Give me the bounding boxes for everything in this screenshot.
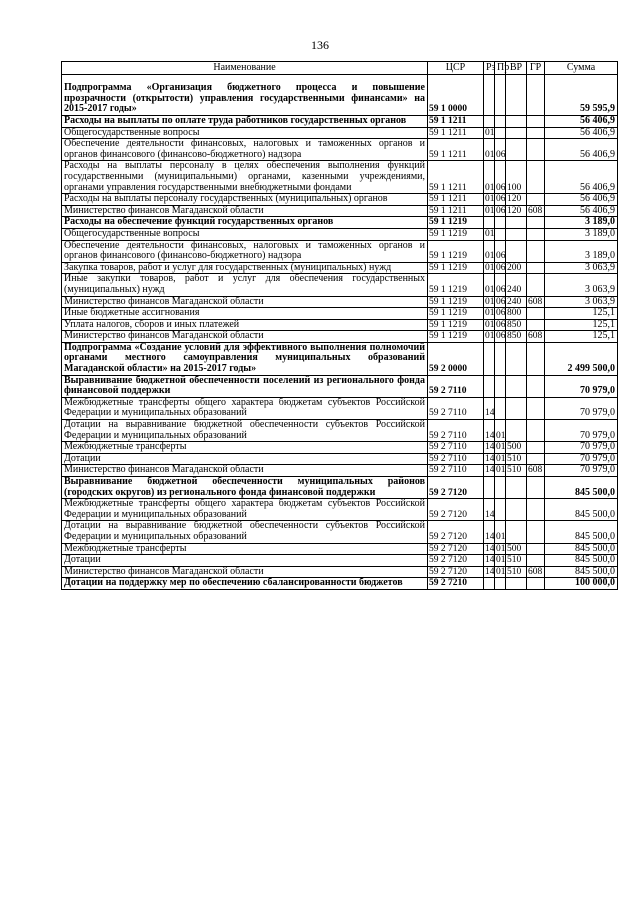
row-rz: 14 xyxy=(485,555,495,566)
row-sum: 70 979,0 xyxy=(545,453,618,465)
table-row xyxy=(62,477,618,499)
table-row xyxy=(62,296,618,308)
row-gr xyxy=(527,274,545,296)
row-vr xyxy=(506,420,527,442)
row-csr: 59 1 1219 xyxy=(428,274,484,296)
row-pr: 01 xyxy=(496,442,506,453)
row-pr: 01 xyxy=(495,521,506,543)
row-vr xyxy=(506,139,527,161)
row-csr: 59 2 7110 xyxy=(428,442,484,454)
row-name: Обеспечение деятельности финансовых, налоговых и таможенных органов и органов финансового (финансово-бюджетного) надзора xyxy=(62,240,428,262)
row-gr xyxy=(527,116,545,128)
table-row xyxy=(62,499,618,521)
row-rz xyxy=(484,342,495,375)
row-pr: 06 xyxy=(495,240,506,262)
row-vr xyxy=(506,228,527,240)
row-vr xyxy=(506,499,527,521)
row-sum: 56 406,9 xyxy=(545,127,618,139)
row-name: Межбюджетные трансферты xyxy=(62,543,428,555)
row-gr xyxy=(527,228,545,240)
row-pr: 06 xyxy=(495,139,506,161)
row-sum: 125,1 xyxy=(545,308,618,320)
row-sum: 125,1 xyxy=(545,319,618,331)
row-csr: 59 2 7110 xyxy=(428,397,484,419)
row-pr: 01 xyxy=(496,453,506,464)
row-sum: 70 979,0 xyxy=(545,420,618,442)
row-sum: 70 979,0 xyxy=(545,397,618,419)
row-vr: 240 xyxy=(506,296,527,308)
row-vr: 200 xyxy=(506,262,527,274)
row-name: Министерство финансов Магаданской области xyxy=(62,566,428,578)
row-gr xyxy=(527,453,545,465)
row-pr: 06 xyxy=(495,161,506,194)
row-csr: 59 2 7120 xyxy=(428,555,484,567)
row-pr xyxy=(495,75,506,116)
row-gr xyxy=(527,194,545,206)
row-sum: 3 189,0 xyxy=(545,217,618,229)
row-csr: 59 1 1211 xyxy=(428,127,484,139)
row-rz xyxy=(484,217,495,229)
row-gr xyxy=(527,319,545,331)
row-csr: 59 1 1219 xyxy=(428,308,484,320)
row-csr: 59 1 1219 xyxy=(428,217,484,229)
row-csr: 59 1 1219 xyxy=(428,331,484,343)
row-gr xyxy=(527,240,545,262)
row-pr: 06 xyxy=(496,331,506,342)
table-row xyxy=(62,521,618,543)
row-csr: 59 2 7110 xyxy=(428,465,484,477)
row-sum: 56 406,9 xyxy=(545,116,618,128)
row-rz: 01 xyxy=(485,262,495,273)
table-row xyxy=(62,75,618,116)
row-gr xyxy=(527,477,545,499)
row-vr xyxy=(506,127,527,139)
row-vr: 500 xyxy=(506,543,527,555)
row-vr xyxy=(506,342,527,375)
row-rz: 01 xyxy=(484,161,495,194)
row-gr: 608 xyxy=(527,566,545,578)
row-rz: 14 xyxy=(484,499,495,521)
header-gr: ГР xyxy=(527,62,545,75)
row-pr xyxy=(495,477,506,499)
table-row xyxy=(62,342,618,375)
row-csr: 59 1 1219 xyxy=(428,240,484,262)
row-csr: 59 2 7110 xyxy=(428,375,484,397)
row-pr xyxy=(495,342,506,375)
row-name: Общегосударственные вопросы xyxy=(62,127,428,139)
table-row xyxy=(62,194,618,206)
row-sum: 56 406,9 xyxy=(545,205,618,217)
row-vr: 500 xyxy=(506,442,527,454)
row-gr xyxy=(527,578,545,590)
row-gr xyxy=(527,127,545,139)
row-rz: 01 xyxy=(485,228,495,239)
row-gr xyxy=(527,420,545,442)
row-vr: 510 xyxy=(506,453,527,465)
table-row xyxy=(62,217,618,229)
row-csr: 59 1 1211 xyxy=(428,194,484,206)
row-sum: 845 500,0 xyxy=(545,477,618,499)
row-vr: 120 xyxy=(506,205,527,217)
row-rz: 01 xyxy=(485,319,495,330)
row-rz xyxy=(484,375,495,397)
row-vr xyxy=(506,375,527,397)
header-rz: Рз xyxy=(484,62,495,75)
row-csr: 59 2 7120 xyxy=(428,566,484,578)
header-name: Наименование xyxy=(62,62,428,75)
table-row xyxy=(62,139,618,161)
row-name: Выравнивание бюджетной обеспеченности муниципальных районов (городских округов) из регионального фонда финансовой поддержки xyxy=(62,477,428,499)
row-gr: 608 xyxy=(527,331,545,343)
row-sum: 845 500,0 xyxy=(545,521,618,543)
row-pr xyxy=(495,578,506,590)
row-rz: 14 xyxy=(484,420,495,442)
row-vr: 240 xyxy=(506,274,527,296)
row-pr: 06 xyxy=(496,194,506,205)
row-pr: 01 xyxy=(496,465,506,476)
table-row xyxy=(62,442,618,454)
row-gr xyxy=(527,217,545,229)
row-sum: 2 499 500,0 xyxy=(545,342,618,375)
row-csr: 59 2 7120 xyxy=(428,477,484,499)
row-rz: 14 xyxy=(485,543,495,554)
row-pr xyxy=(495,228,506,240)
row-csr: 59 1 1219 xyxy=(428,228,484,240)
header-pr: Пр xyxy=(495,62,506,75)
row-sum: 125,1 xyxy=(545,331,618,343)
row-pr: 06 xyxy=(496,308,506,319)
row-gr xyxy=(527,342,545,375)
row-vr: 510 xyxy=(506,465,527,477)
table-row xyxy=(62,566,618,578)
row-gr xyxy=(527,161,545,194)
row-csr: 59 1 1219 xyxy=(428,262,484,274)
row-vr xyxy=(506,521,527,543)
row-vr: 800 xyxy=(506,308,527,320)
row-name: Дотации на выравнивание бюджетной обеспеченности субъектов Российской Федерации и муниципальных образований xyxy=(62,521,428,543)
row-sum: 3 063,9 xyxy=(545,296,618,308)
row-rz xyxy=(484,477,495,499)
row-pr xyxy=(495,375,506,397)
row-gr: 608 xyxy=(527,465,545,477)
table-row xyxy=(62,465,618,477)
row-vr xyxy=(506,217,527,229)
row-gr xyxy=(527,139,545,161)
row-csr: 59 2 7110 xyxy=(428,420,484,442)
row-gr xyxy=(527,375,545,397)
table-row xyxy=(62,262,618,274)
row-vr: 850 xyxy=(506,331,527,343)
row-gr: 608 xyxy=(527,205,545,217)
row-name: Расходы на выплаты по оплате труда работников государственных органов xyxy=(62,116,428,128)
row-pr: 01 xyxy=(495,420,506,442)
row-name: Дотации на поддержку мер по обеспечению сбалансированности бюджетов xyxy=(62,578,428,590)
row-sum: 100 000,0 xyxy=(545,578,618,590)
row-vr: 510 xyxy=(506,555,527,567)
row-rz: 14 xyxy=(484,521,495,543)
row-rz: 01 xyxy=(485,194,495,205)
row-gr xyxy=(527,75,545,116)
row-rz: 14 xyxy=(485,566,495,577)
row-sum: 3 189,0 xyxy=(545,240,618,262)
row-rz xyxy=(484,578,495,590)
row-rz: 01 xyxy=(485,331,495,342)
row-name: Закупка товаров, работ и услуг для государственных (муниципальных) нужд xyxy=(62,262,428,274)
row-gr xyxy=(527,262,545,274)
row-pr xyxy=(495,116,506,128)
row-csr: 59 2 7120 xyxy=(428,543,484,555)
table-row xyxy=(62,161,618,194)
row-vr xyxy=(506,116,527,128)
row-gr xyxy=(527,543,545,555)
row-csr: 59 2 0000 xyxy=(428,342,484,375)
table-row xyxy=(62,240,618,262)
row-vr xyxy=(506,240,527,262)
row-vr: 120 xyxy=(506,194,527,206)
row-pr: 06 xyxy=(496,319,506,330)
row-pr: 06 xyxy=(495,274,506,296)
row-vr xyxy=(506,75,527,116)
row-name: Министерство финансов Магаданской области xyxy=(62,205,428,217)
row-pr xyxy=(495,397,506,419)
row-name: Межбюджетные трансферты xyxy=(62,442,428,454)
table-row xyxy=(62,308,618,320)
row-csr: 59 1 1219 xyxy=(428,296,484,308)
row-gr xyxy=(527,308,545,320)
row-gr xyxy=(527,555,545,567)
row-pr xyxy=(495,127,506,139)
row-gr xyxy=(527,521,545,543)
row-name: Выравнивание бюджетной обеспеченности поселений из регионального фонда финансовой поддержки xyxy=(62,375,428,397)
table-row xyxy=(62,453,618,465)
row-sum: 70 979,0 xyxy=(545,442,618,454)
row-name: Расходы на выплаты персоналу в целях обеспечения выполнения функций государственными (муниципальными) органами, казенными учреждениями, органами управления государственными внебюджетными фондами xyxy=(62,161,428,194)
row-csr: 59 2 7120 xyxy=(428,521,484,543)
row-gr xyxy=(527,397,545,419)
row-name: Иные закупки товаров, работ и услуг для обеспечения государственных (муниципальных) нужд xyxy=(62,274,428,296)
row-sum: 70 979,0 xyxy=(545,375,618,397)
row-rz: 01 xyxy=(485,205,495,216)
row-name: Межбюджетные трансферты общего характера бюджетам субъектов Российской Федерации и муниципальных образований xyxy=(62,397,428,419)
row-rz: 14 xyxy=(485,465,495,476)
row-name: Подпрограмма «Создание условий для эффективного выполнения полномочий органами местного самоуправления муниципальных образований Магаданской области» на 2015-2017 годы» xyxy=(62,342,428,375)
row-name: Уплата налогов, сборов и иных платежей xyxy=(62,319,428,331)
table-row xyxy=(62,420,618,442)
table-row xyxy=(62,205,618,217)
row-name: Иные бюджетные ассигнования xyxy=(62,308,428,320)
row-name: Подпрограмма «Организация бюджетного процесса и повышение прозрачности (открытости) управления государственными финансами» на 2015-2017 годы» xyxy=(62,75,428,116)
row-name: Министерство финансов Магаданской области xyxy=(62,331,428,343)
row-csr: 59 1 0000 xyxy=(428,75,484,116)
row-name: Министерство финансов Магаданской области xyxy=(62,465,428,477)
row-pr: 06 xyxy=(496,296,506,307)
row-vr xyxy=(506,477,527,499)
row-sum: 845 500,0 xyxy=(545,543,618,555)
row-rz: 01 xyxy=(484,139,495,161)
table-row xyxy=(62,319,618,331)
row-rz: 01 xyxy=(484,274,495,296)
row-pr: 01 xyxy=(496,566,506,577)
row-csr: 59 2 7110 xyxy=(428,453,484,465)
row-sum: 3 063,9 xyxy=(545,274,618,296)
row-sum: 56 406,9 xyxy=(545,161,618,194)
row-csr: 59 1 1211 xyxy=(428,116,484,128)
page-number: 136 xyxy=(311,38,329,52)
table-row xyxy=(62,578,618,590)
row-csr: 59 2 7120 xyxy=(428,499,484,521)
header-sum: Сумма xyxy=(545,62,618,75)
row-rz: 01 xyxy=(485,127,495,138)
table-row xyxy=(62,331,618,343)
table-row xyxy=(62,555,618,567)
row-name: Расходы на обеспечение функций государственных органов xyxy=(62,217,428,229)
row-sum: 845 500,0 xyxy=(545,499,618,521)
row-name: Дотации на выравнивание бюджетной обеспеченности субъектов Российской Федерации и муниципальных образований xyxy=(62,420,428,442)
row-name: Общегосударственные вопросы xyxy=(62,228,428,240)
row-name: Межбюджетные трансферты общего характера бюджетам субъектов Российской Федерации и муниципальных образований xyxy=(62,499,428,521)
row-pr xyxy=(495,499,506,521)
row-pr: 06 xyxy=(496,262,506,273)
row-sum: 845 500,0 xyxy=(545,566,618,578)
header-csr: ЦСР xyxy=(428,62,484,75)
row-rz: 14 xyxy=(484,397,495,419)
row-gr: 608 xyxy=(527,296,545,308)
row-sum: 3 189,0 xyxy=(545,228,618,240)
table-row xyxy=(62,375,618,397)
table-row xyxy=(62,228,618,240)
row-gr xyxy=(527,499,545,521)
row-vr: 510 xyxy=(506,566,527,578)
row-csr: 59 1 1211 xyxy=(428,161,484,194)
row-csr: 59 1 1211 xyxy=(428,205,484,217)
row-csr: 59 2 7210 xyxy=(428,578,484,590)
row-pr: 01 xyxy=(496,543,506,554)
row-vr xyxy=(506,578,527,590)
row-name: Обеспечение деятельности финансовых, налоговых и таможенных органов и органов финансового (финансово-бюджетного) надзора xyxy=(62,139,428,161)
row-gr xyxy=(527,442,545,454)
row-name: Министерство финансов Магаданской области xyxy=(62,296,428,308)
row-sum: 56 406,9 xyxy=(545,194,618,206)
row-sum: 59 595,9 xyxy=(545,75,618,116)
row-pr xyxy=(495,217,506,229)
table-row xyxy=(62,127,618,139)
row-name: Расходы на выплаты персоналу государственных (муниципальных) органов xyxy=(62,194,428,206)
row-pr: 06 xyxy=(496,205,506,216)
row-rz: 01 xyxy=(485,296,495,307)
table-row xyxy=(62,397,618,419)
row-sum: 845 500,0 xyxy=(545,555,618,567)
header-vr: ВР xyxy=(506,62,527,75)
row-rz: 01 xyxy=(484,240,495,262)
table-row xyxy=(62,116,618,128)
header-row xyxy=(62,62,618,75)
row-vr: 100 xyxy=(506,161,527,194)
row-rz: 14 xyxy=(485,442,495,453)
row-vr xyxy=(506,397,527,419)
row-name: Дотации xyxy=(62,453,428,465)
row-name: Дотации xyxy=(62,555,428,567)
row-pr: 01 xyxy=(496,555,506,566)
row-sum: 56 406,9 xyxy=(545,139,618,161)
table-row xyxy=(62,274,618,296)
row-rz: 14 xyxy=(485,453,495,464)
row-vr: 850 xyxy=(506,319,527,331)
row-csr: 59 1 1211 xyxy=(428,139,484,161)
budget-table xyxy=(61,61,618,590)
row-sum: 3 063,9 xyxy=(545,262,618,274)
row-rz xyxy=(484,75,495,116)
row-rz: 01 xyxy=(485,308,495,319)
row-sum: 70 979,0 xyxy=(545,465,618,477)
row-csr: 59 1 1219 xyxy=(428,319,484,331)
table-row xyxy=(62,543,618,555)
row-rz xyxy=(484,116,495,128)
